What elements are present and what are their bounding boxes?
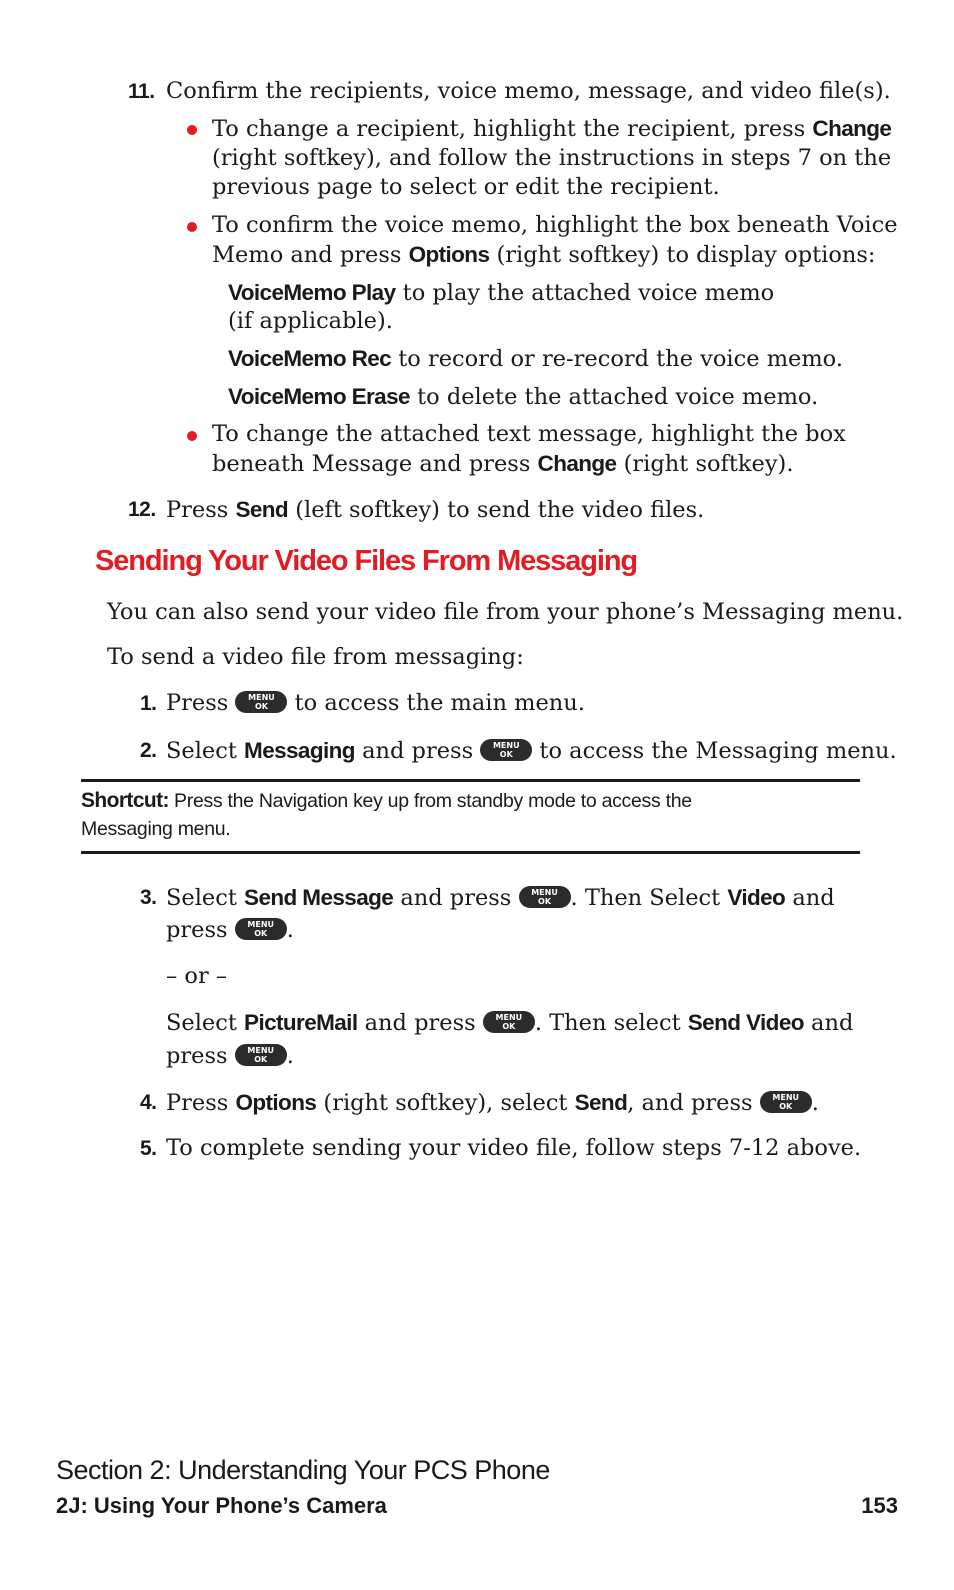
bullet-text: previous page to select or edit the recipient. xyxy=(212,174,720,200)
step-text: press MENU OK . xyxy=(166,1043,294,1069)
menu-name: Send Video xyxy=(687,1010,804,1035)
step-text: Confirm the recipients, voice memo, message, and video file(s). xyxy=(166,78,891,104)
step-text: press MENU OK . xyxy=(166,917,294,943)
bullet-text: To change the attached text message, highlight the box xyxy=(212,421,846,447)
softkey-name: Send xyxy=(235,497,289,522)
bullet-text: To confirm the voice memo, highlight the box beneath Voice xyxy=(212,212,898,238)
divider xyxy=(81,779,860,782)
step-number: 3. xyxy=(140,886,157,909)
step-number: 12. xyxy=(128,498,156,521)
intro-paragraph: To send a video file from messaging: xyxy=(107,644,524,670)
bullet-text: (right softkey), and follow the instructions in steps 7 on the xyxy=(212,145,892,171)
or-separator: – or – xyxy=(166,963,228,989)
step-text: To complete sending your video file, follow steps 7-12 above. xyxy=(166,1135,862,1161)
page-number: 153 xyxy=(861,1493,898,1518)
menu-name: PictureMail xyxy=(244,1010,358,1035)
option-name: VoiceMemo Erase xyxy=(228,384,410,409)
bullet-text: To change a recipient, highlight the recipient, press Change xyxy=(212,116,892,142)
option-item: VoiceMemo Rec to record or re-record the voice memo. xyxy=(228,346,843,372)
bullet-icon xyxy=(187,222,197,232)
option-name: VoiceMemo Play xyxy=(228,280,396,305)
step-text: Select Messaging and press MENU OK to access the Messaging menu. xyxy=(166,738,897,764)
step-text: Press Options (right softkey), select Send, and press MENU OK . xyxy=(166,1090,819,1116)
menu-ok-key-icon: MENU OK xyxy=(760,1091,812,1113)
softkey-name: Change xyxy=(812,116,892,141)
option-name: VoiceMemo Rec xyxy=(228,346,392,371)
step-text: Press MENU OK to access the main menu. xyxy=(166,690,585,716)
menu-name: Messaging xyxy=(244,738,355,763)
menu-ok-key-icon: MENU OK xyxy=(235,918,287,940)
menu-name: Send xyxy=(574,1090,628,1115)
step-number: 4. xyxy=(140,1091,157,1114)
softkey-name: Options xyxy=(408,242,490,267)
section-heading: Sending Your Video Files From Messaging xyxy=(95,545,638,577)
footer-section-title: Section 2: Understanding Your PCS Phone xyxy=(56,1455,550,1485)
bullet-text: Memo and press Options (right softkey) to display options: xyxy=(212,242,876,268)
option-item: (if applicable). xyxy=(228,308,393,334)
bullet-icon xyxy=(187,431,197,441)
footer-chapter-title: 2J: Using Your Phone’s Camera xyxy=(56,1493,387,1518)
step-number: 5. xyxy=(140,1137,157,1160)
menu-ok-key-icon: MENU OK xyxy=(235,691,287,713)
option-item: VoiceMemo Play to play the attached voice memo xyxy=(228,280,775,306)
step-number: 1. xyxy=(140,692,157,715)
shortcut-label: Shortcut: xyxy=(81,789,169,812)
menu-ok-key-icon: MENU OK xyxy=(483,1011,535,1033)
bullet-text: beneath Message and press Change (right softkey). xyxy=(212,451,794,477)
menu-ok-key-icon: MENU OK xyxy=(480,739,532,761)
menu-name: Video xyxy=(727,885,786,910)
menu-ok-key-icon: MENU OK xyxy=(235,1044,287,1066)
shortcut-note: Messaging menu. xyxy=(81,818,231,840)
divider xyxy=(81,851,860,854)
step-text: Press Send (left softkey) to send the video files. xyxy=(166,497,705,523)
step-text: Select PictureMail and press MENU OK . Then select Send Video and xyxy=(166,1010,854,1036)
bullet-icon xyxy=(187,125,197,135)
menu-name: Send Message xyxy=(244,885,394,910)
step-number: 2. xyxy=(140,739,157,762)
step-text: Select Send Message and press MENU OK . Then Select Video and xyxy=(166,885,835,911)
softkey-name: Options xyxy=(235,1090,317,1115)
option-item: VoiceMemo Erase to delete the attached voice memo. xyxy=(228,384,819,410)
shortcut-note: Shortcut: Press the Navigation key up from standby mode to access the xyxy=(81,789,692,812)
step-number: 11. xyxy=(128,80,155,103)
intro-paragraph: You can also send your video file from your phone’s Messaging menu. xyxy=(107,599,904,625)
softkey-name: Change xyxy=(537,451,617,476)
menu-ok-key-icon: MENU OK xyxy=(519,886,571,908)
